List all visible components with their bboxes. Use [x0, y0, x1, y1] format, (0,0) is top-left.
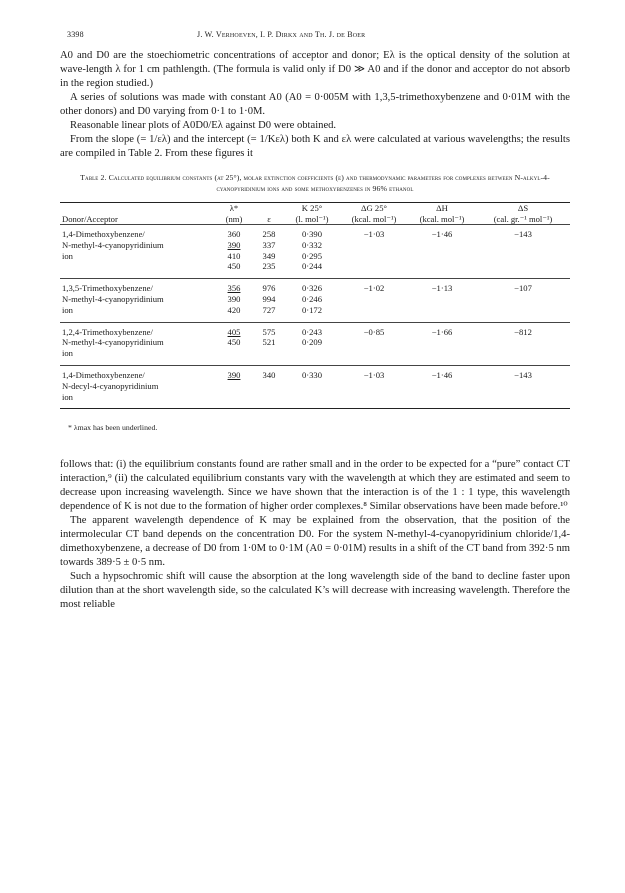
table-row [60, 283, 570, 294]
col-dg [340, 203, 408, 224]
dg-cell [340, 337, 408, 348]
group-rule-row [60, 272, 570, 283]
ds-cell: −143 [514, 369, 532, 380]
table-row [60, 240, 570, 251]
ds-cell: −107 [514, 283, 532, 294]
ds-cell [476, 392, 570, 403]
body-paragraph: Such a hypsochromic shift will cause the absorption at the long wavelength side of the band to decline faster upon dilution than at the short wavelength side, so the calculated K’s will decrease with increasing wavelength. Therefore the most reliable [60, 571, 570, 611]
journal-page [60, 30, 570, 612]
k-cell: 0·332 [301, 239, 323, 250]
dh-cell [408, 251, 476, 262]
table-caption: Table 2. Calculated equilibrium constants (at 25°), molar extinction coefficients (ε) and thermodynamic parameters for complexes between N-alkyl-4-cyanopyridinium ions and some methoxybenzenes in 96% ethanol [80, 173, 550, 193]
k-cell: 0·243 [301, 326, 323, 337]
running-head: J. W. Verhoeven, I. P. Dirkx and Th. J. de Boer [197, 30, 366, 39]
k-cell [284, 392, 340, 403]
data-table [60, 203, 570, 409]
table-row [60, 348, 570, 359]
ds-cell [476, 261, 570, 272]
dg-cell [340, 261, 408, 272]
eps-cell: 337 [262, 239, 276, 250]
body-text [60, 458, 570, 612]
donor-cell [60, 261, 214, 272]
lambda-cell: 390 [227, 239, 241, 250]
table-row [60, 337, 570, 348]
intro-paragraph: A0 and D0 are the stoechiometric concentrations of acceptor and donor; Eλ is the optical density of the solution at wave-length λ for 1 cm pathlength. (The formula is valid only if D0 ≫ A0 and if the donor and acceptor do not absorb in the region studied.) [60, 50, 570, 89]
lambda-cell: 450 [227, 261, 241, 272]
dg-header: ΔG 25° [361, 203, 387, 213]
group-rule [60, 316, 570, 327]
eps-cell [254, 348, 284, 359]
k-cell: 0·330 [301, 369, 323, 380]
dh-cell [408, 348, 476, 359]
ds-cell [476, 240, 570, 251]
k-cell: 0·390 [301, 229, 323, 239]
k-cell: 0·326 [301, 283, 323, 294]
eps-cell: 235 [262, 261, 276, 272]
page-number: 3398 [67, 30, 84, 39]
dg-cell: −0·85 [363, 326, 385, 337]
donor-cell: ion [62, 250, 73, 261]
col-dh [408, 203, 476, 224]
col-donor: Donor/Acceptor [62, 213, 118, 224]
k-cell: 0·246 [301, 293, 323, 304]
donor-cell: N-methyl-4-cyanopyridinium [62, 337, 164, 348]
table-row [60, 305, 570, 316]
ds-cell [476, 294, 570, 305]
col-ds [476, 203, 570, 224]
table-row [60, 392, 570, 403]
dh-cell: −1·46 [431, 229, 453, 239]
eps-cell: 976 [262, 283, 276, 294]
dh-cell: −1·46 [431, 369, 453, 380]
dh-cell [408, 381, 476, 392]
dg-unit: (kcal. mol⁻¹) [351, 213, 397, 224]
intro-text [60, 49, 570, 161]
ds-header: ΔS [517, 203, 529, 213]
donor-cell: 1,2,4-Trimethoxybenzene/ [62, 326, 153, 337]
donor-cell: ion [62, 391, 73, 402]
intro-paragraph: Reasonable linear plots of A0D0/Eλ against D0 were obtained. [70, 120, 337, 131]
table-row [60, 294, 570, 305]
lambda-cell: 420 [227, 304, 241, 315]
table-row [60, 229, 570, 240]
ds-cell [476, 337, 570, 348]
dh-cell [408, 261, 476, 272]
ds-unit: (cal. gr.⁻¹ mol⁻¹) [493, 213, 553, 224]
eps-cell: 994 [262, 293, 276, 304]
lambda-cell [214, 348, 254, 359]
dh-cell: −1·13 [431, 283, 453, 294]
eps-cell: 258 [262, 229, 276, 239]
k-header: K 25° [301, 203, 323, 213]
eps-cell: 349 [262, 250, 276, 261]
table-footnote: * λmax has been underlined. [68, 423, 158, 433]
dg-cell [340, 294, 408, 305]
col-lambda [214, 203, 254, 224]
data-table-wrap [60, 202, 570, 432]
dg-cell: −1·03 [363, 369, 385, 380]
dh-unit: (kcal. mol⁻¹) [419, 213, 465, 224]
lambda-cell: 356 [227, 283, 241, 294]
dg-cell [340, 305, 408, 316]
ds-cell [476, 348, 570, 359]
table-body [60, 224, 570, 409]
eps-cell [254, 392, 284, 403]
ds-cell [476, 305, 570, 316]
k-cell: 0·244 [301, 261, 323, 272]
eps-cell: 521 [262, 337, 276, 348]
donor-cell: 1,3,5-Trimethoxybenzene/ [62, 283, 153, 294]
lambda-header: λ* [229, 203, 239, 213]
dh-cell [408, 294, 476, 305]
group-rule [60, 272, 570, 283]
group-rule-row [60, 359, 570, 370]
dh-cell [408, 337, 476, 348]
eps-cell: 727 [262, 304, 276, 315]
lambda-cell: 405 [227, 326, 241, 337]
dh-cell [408, 240, 476, 251]
table-row [60, 370, 570, 381]
donor-cell: N-decyl-4-cyanopyridinium [62, 380, 159, 391]
intro-paragraph: A series of solutions was made with constant A0 (A0 = 0·005M with 1,3,5-trimethoxybenzene and 0·01M with the other donors) and D0 varying from 0·1 to 1·0M. [60, 92, 570, 117]
table-bottom-rule [60, 402, 570, 409]
table-header-row [60, 203, 570, 224]
dg-cell [340, 348, 408, 359]
dh-cell: −1·66 [431, 326, 453, 337]
table-row [60, 261, 570, 272]
lambda-cell: 360 [227, 229, 241, 239]
dh-cell [408, 392, 476, 403]
ds-cell [476, 251, 570, 262]
group-rule-row [60, 316, 570, 327]
col-k [284, 203, 340, 224]
lambda-cell [214, 381, 254, 392]
lambda-cell [214, 392, 254, 403]
donor-cell: N-methyl-4-cyanopyridinium [62, 239, 164, 250]
donor-cell: N-methyl-4-cyanopyridinium [62, 293, 164, 304]
eps-cell: 575 [262, 326, 276, 337]
eps-cell: 340 [262, 369, 276, 380]
dg-cell [340, 251, 408, 262]
dg-cell: −1·02 [363, 283, 385, 294]
ds-cell: −143 [514, 229, 532, 239]
table-row [60, 251, 570, 262]
lambda-cell: 390 [227, 293, 241, 304]
k-unit: (l. mol⁻¹) [295, 213, 329, 224]
table-row [60, 381, 570, 392]
k-cell: 0·295 [301, 250, 323, 261]
donor-cell: ion [62, 348, 73, 359]
lambda-unit: (nm) [225, 213, 243, 224]
k-cell [284, 381, 340, 392]
dg-cell: −1·03 [363, 229, 385, 239]
ds-cell [476, 381, 570, 392]
dg-cell [340, 240, 408, 251]
dh-header: ΔH [436, 203, 448, 213]
lambda-cell: 410 [227, 250, 241, 261]
dg-cell [340, 381, 408, 392]
group-rule [60, 359, 570, 370]
lambda-cell: 450 [227, 337, 241, 348]
donor-cell: 1,4-Dimethoxybenzene/ [62, 229, 145, 239]
intro-paragraph: From the slope (= 1/ελ) and the intercept (= 1/Kελ) both K and ελ were calculated at various wavelengths; the results are compiled in Table 2. From these figures it [60, 134, 570, 159]
ds-cell: −812 [514, 326, 532, 337]
body-paragraph: follows that: (i) the equilibrium constants found are rather small and in the order to be expected for a “pure” contact CT interaction,⁹ (ii) the calculated equilibrium constants vary with the wavelength at which they are estimated and seem to decrease upon increasing wavelength. Since we have shown that the interaction is of the 1 : 1 type, this wavelength dependence of K is not due to the formation of higher order complexes.⁸ Similar observations have been made before.¹⁰ [60, 459, 570, 513]
dh-cell [408, 305, 476, 316]
page-header [67, 30, 570, 39]
donor-cell: ion [62, 304, 73, 315]
table-row [60, 327, 570, 338]
k-cell: 0·172 [301, 304, 323, 315]
donor-cell: 1,4-Dimethoxybenzene/ [62, 369, 145, 380]
body-paragraph: The apparent wavelength dependence of K may be explained from the observation, that the position of the intermolecular CT band depends on the concentration D0. For the system N-methyl-4-cyanopyridinium chloride/1,4-dimethoxybenzene, a decrease of D0 from 1·0M to 0·1M (A0 = 0·01M) results in a shift of the CT band from 392·5 nm towards 389·5 ± 0·5 nm. [60, 515, 570, 569]
eps-cell [254, 381, 284, 392]
dg-cell [340, 392, 408, 403]
table-bottom-rule-row [60, 402, 570, 409]
k-cell: 0·209 [301, 337, 323, 348]
lambda-cell: 390 [227, 369, 241, 380]
k-cell [284, 348, 340, 359]
col-eps: ε [267, 213, 271, 224]
